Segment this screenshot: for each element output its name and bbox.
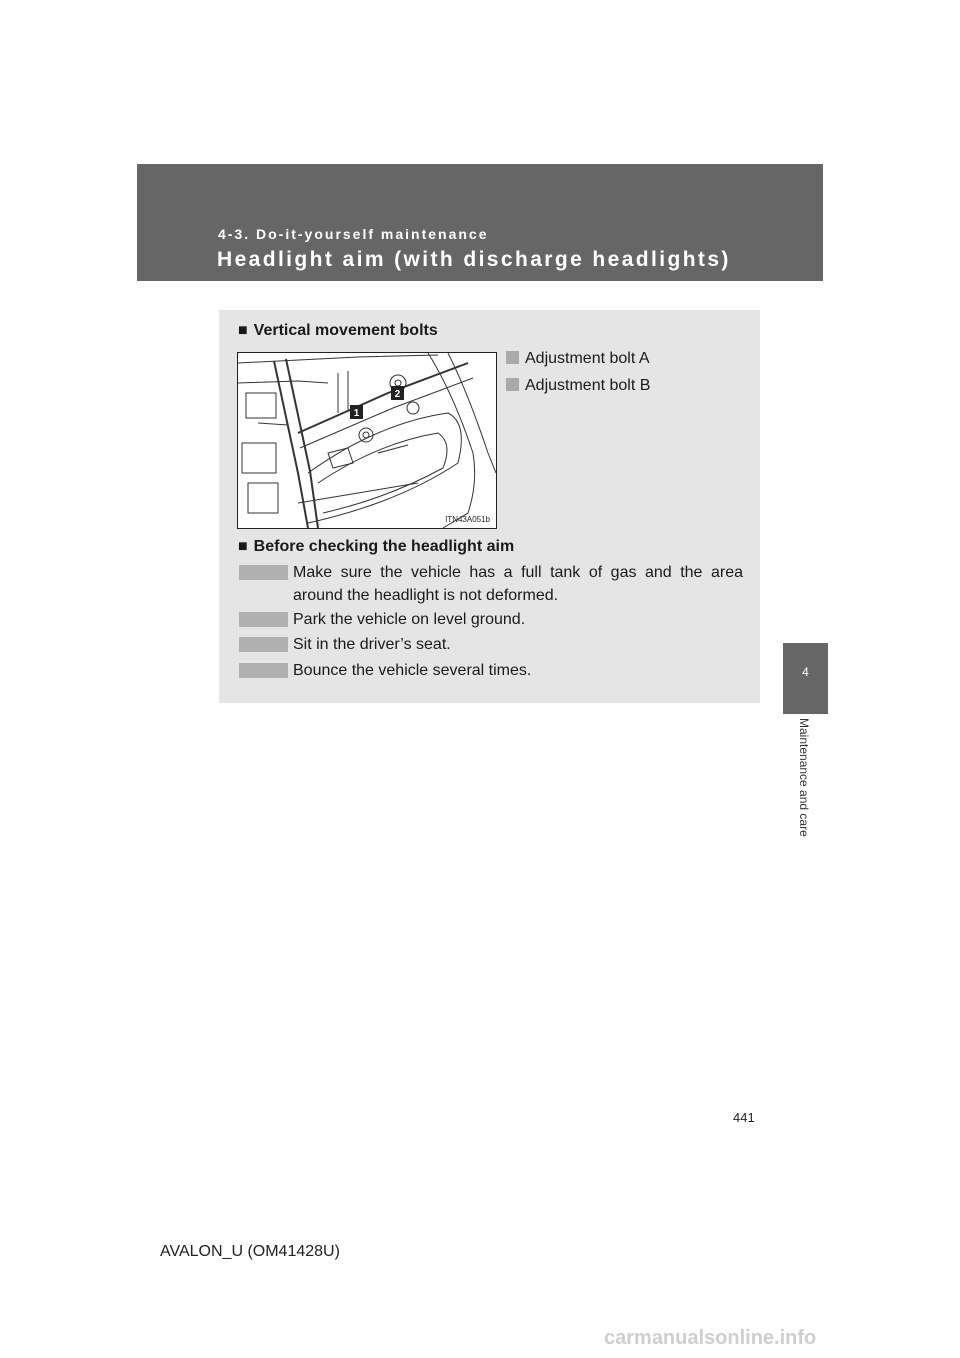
figure-caption: ITN43A051b: [445, 515, 490, 524]
section-label: 4-3. Do-it-yourself maintenance: [218, 226, 489, 242]
page-number: 441: [733, 1110, 755, 1125]
headlight-figure: [237, 352, 497, 529]
content-panel: [219, 310, 760, 703]
model-code: AVALON_U (OM41428U): [160, 1243, 340, 1260]
svg-text:2: 2: [394, 389, 401, 400]
page-header: [137, 164, 823, 281]
step-text: Make sure the vehicle has a full tank of gas and the area around the headlight is not deformed.: [293, 564, 743, 604]
step-marker: [239, 663, 288, 678]
step-marker: [239, 637, 288, 652]
chapter-label: Maintenance and care: [797, 718, 811, 837]
svg-text:1: 1: [353, 408, 360, 419]
chapter-tab[interactable]: [783, 643, 828, 714]
step-marker-icon: [506, 378, 519, 391]
page-title: Headlight aim (with discharge headlights): [217, 248, 731, 271]
step-marker: [239, 565, 288, 580]
square-bullet-icon: ■: [238, 538, 248, 555]
step-text: Sit in the driver’s seat.: [293, 636, 451, 653]
watermark: carmanualsonline.info: [604, 1327, 817, 1349]
step-marker: [239, 612, 288, 627]
vertical-bolts-heading: ■ Vertical movement bolts: [238, 322, 438, 339]
chapter-number: 4: [802, 665, 809, 679]
step-marker-icon: [506, 351, 519, 364]
bolt-item-a: Adjustment bolt A: [506, 350, 650, 368]
callout-2: [391, 386, 404, 400]
headlight-illustration: [238, 353, 496, 528]
before-checking-heading: ■ Before checking the headlight aim: [238, 538, 515, 555]
square-bullet-icon: ■: [238, 322, 248, 339]
step-text: Park the vehicle on level ground.: [293, 611, 526, 628]
callout-1: [350, 405, 363, 419]
step-text: Bounce the vehicle several times.: [293, 662, 532, 679]
bolt-item-b: Adjustment bolt B: [506, 377, 650, 395]
